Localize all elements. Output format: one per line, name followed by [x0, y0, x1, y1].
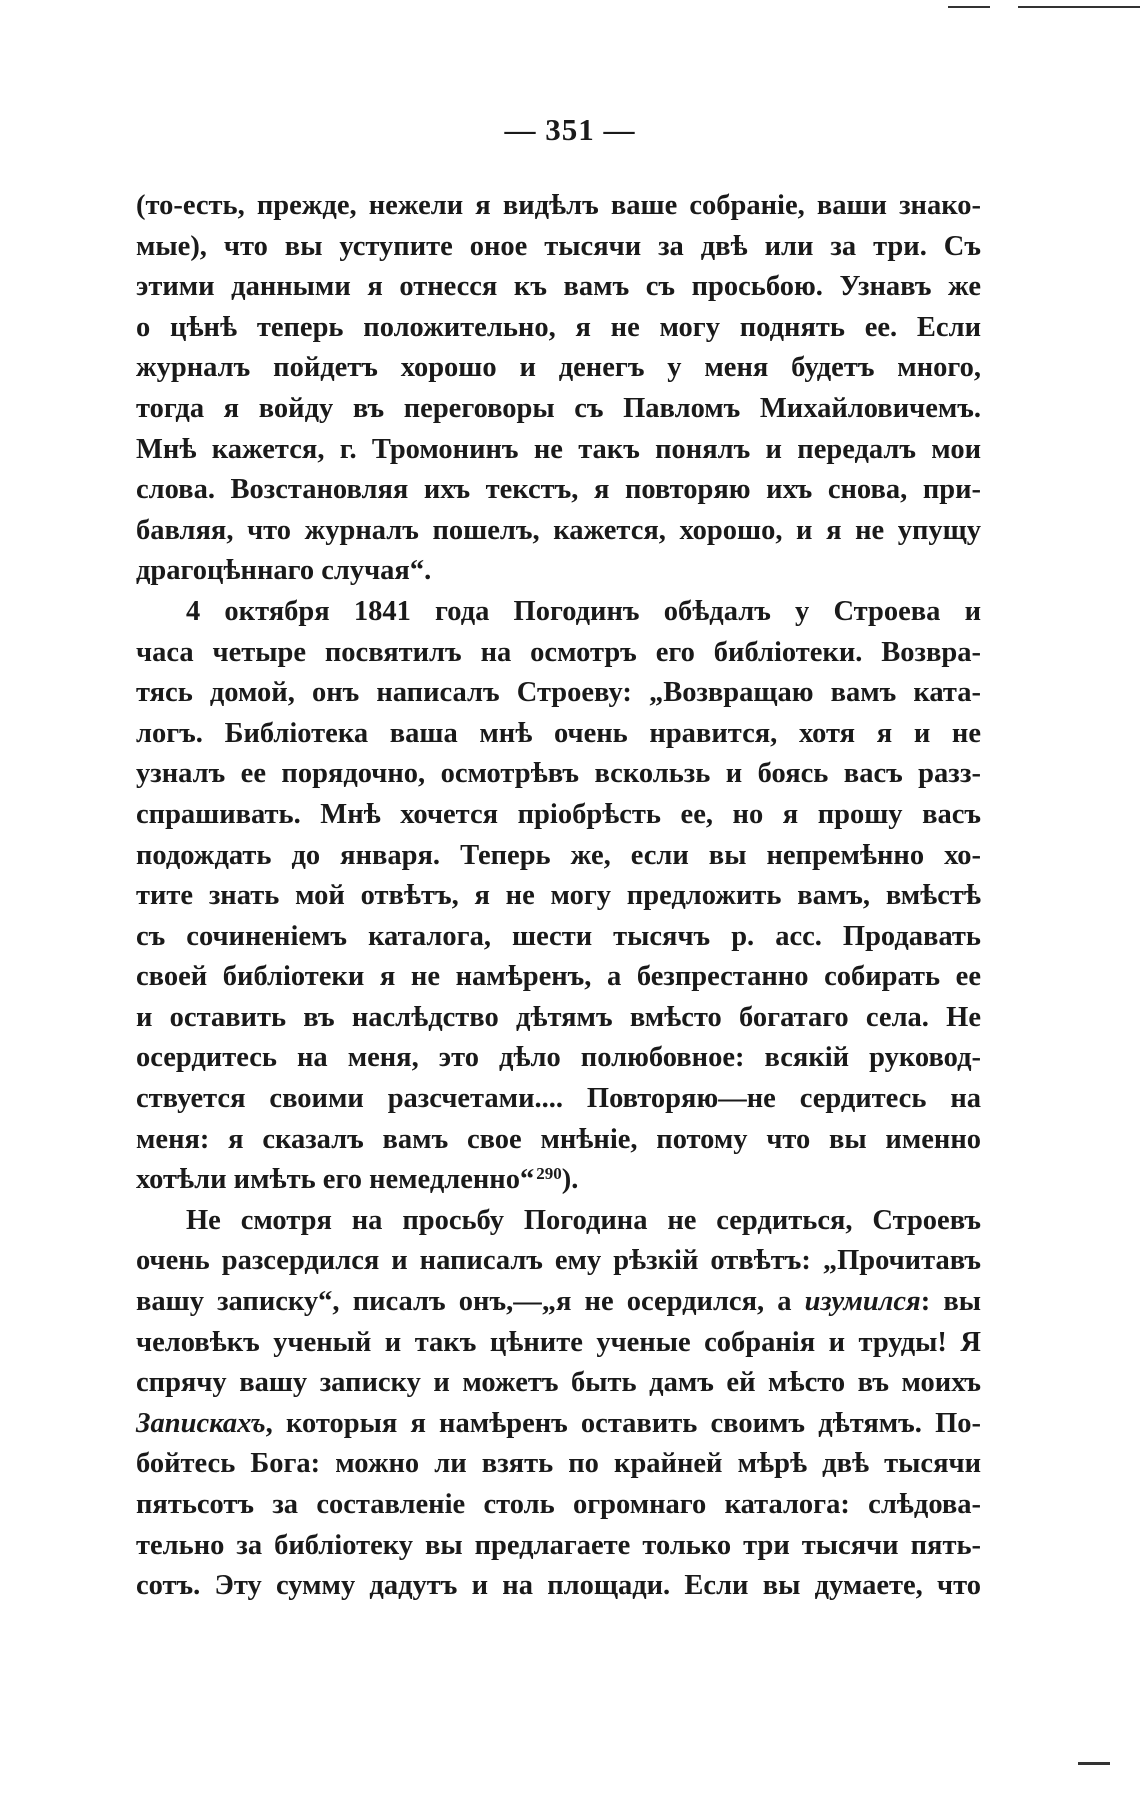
text-line: Запискахъ, которыя я намѣренъ оставить своимъ дѣтямъ. По- — [136, 1407, 981, 1439]
page-number: — 351 — — [504, 112, 636, 147]
text-line: 4 октября 1841 года Погодинъ обѣдалъ у Строева и — [186, 595, 981, 627]
top-rule-long — [1018, 6, 1140, 8]
top-rule-short — [948, 6, 990, 8]
text-line: логъ. Библіотека ваша мнѣ очень нравится, хотя я и не — [136, 717, 981, 749]
edge-mark — [1078, 1762, 1110, 1765]
text-line: человѣкъ ученый и такъ цѣните ученые собранія и труды! Я — [136, 1326, 981, 1358]
text-line: меня: я сказалъ вамъ свое мнѣніе, потому что вы именно — [136, 1123, 981, 1155]
text-line: подождать до января. Теперь же, если вы непремѣнно хо- — [136, 839, 981, 871]
text-line: журналъ пойдетъ хорошо и денегъ у меня будетъ много, — [136, 352, 981, 384]
italic-word: изумился — [804, 1286, 921, 1318]
text-line: тясь домой, онъ написалъ Строеву: „Возвращаю вамъ ката- — [136, 677, 981, 709]
text-line: ствуется своими разсчетами.... Повторяю—не сердитесь на — [136, 1083, 981, 1115]
text-line: бавляя, что журналъ пошелъ, кажется, хорошо, и я не упущу — [136, 514, 981, 546]
text-line: бойтесь Бога: можно ли взять по крайней мѣрѣ двѣ тысячи — [136, 1448, 981, 1480]
text-line: очень разсердился и написалъ ему рѣзкій отвѣтъ: „Прочитавъ — [136, 1245, 981, 1277]
text-line: мые), что вы уступите оное тысячи за двѣ или за три. Съ — [136, 230, 981, 262]
text-line: хотѣли имѣть его немедленно“ $^{290}$). — [136, 1164, 579, 1196]
text-line: спрашивать. Мнѣ хочется пріобрѣсть ее, но я прошу васъ — [136, 798, 981, 830]
italic-word: Запискахъ — [136, 1407, 266, 1439]
text-line: этими данными я отнесся къ вамъ съ просьбою. Узнавъ же — [136, 271, 981, 303]
text-line: и оставить въ наслѣдство дѣтямъ вмѣсто богатаго села. Не — [136, 1001, 981, 1033]
text-line: Мнѣ кажется, г. Тромонинъ не такъ понялъ и передалъ мои — [136, 433, 981, 465]
text-line: сотъ. Эту сумму дадутъ и на площади. Если вы думаете, что — [136, 1570, 981, 1602]
text-line: тельно за библіотеку вы предлагаете только три тысячи пять- — [136, 1529, 981, 1561]
text-line: тогда я войду въ переговоры съ Павломъ Михайловичемъ. — [136, 392, 981, 424]
text-line: слова. Возстановляя ихъ текстъ, я повторяю ихъ снова, при- — [136, 474, 981, 506]
text-line: пятьсотъ за составленіе столь огромнаго каталога: слѣдова- — [136, 1489, 981, 1520]
text-line: спрячу вашу записку и можетъ быть дамъ ей мѣсто въ моихъ — [136, 1367, 981, 1399]
text-line: своей библіотеки я не намѣренъ, а безпрестанно собирать ее — [136, 961, 981, 993]
text-line: (то-есть, прежде, нежели я видѣлъ ваше собраніе, ваши знако- — [136, 190, 981, 221]
text-line: вашу записку“, писалъ онъ,—„я не осердился, а изумился: вы — [136, 1286, 981, 1318]
text-line: драгоцѣннаго случая“. — [136, 555, 432, 587]
text-line: осердитесь на меня, это дѣло полюбовное: всякій руковод- — [136, 1042, 981, 1074]
text-line: узналъ ее порядочно, осмотрѣвъ вскользь и боясь васъ разз- — [136, 758, 981, 790]
text-line: Не смотря на просьбу Погодина не сердиться, Строевъ — [186, 1204, 981, 1236]
text-line: съ сочиненіемъ каталога, шести тысячъ р. асс. Продавать — [136, 920, 981, 952]
text-line: часа четыре посвятилъ на осмотръ его библіотеки. Возвра- — [136, 636, 981, 668]
text-line: тите знать мой отвѣтъ, я не могу предложить вамъ, вмѣстѣ — [136, 880, 981, 912]
page-text — [136, 186, 981, 1607]
footnote-ref: 290 — [536, 1164, 562, 1184]
text-line: о цѣнѣ теперь положительно, я не могу поднять ее. Если — [136, 311, 981, 343]
